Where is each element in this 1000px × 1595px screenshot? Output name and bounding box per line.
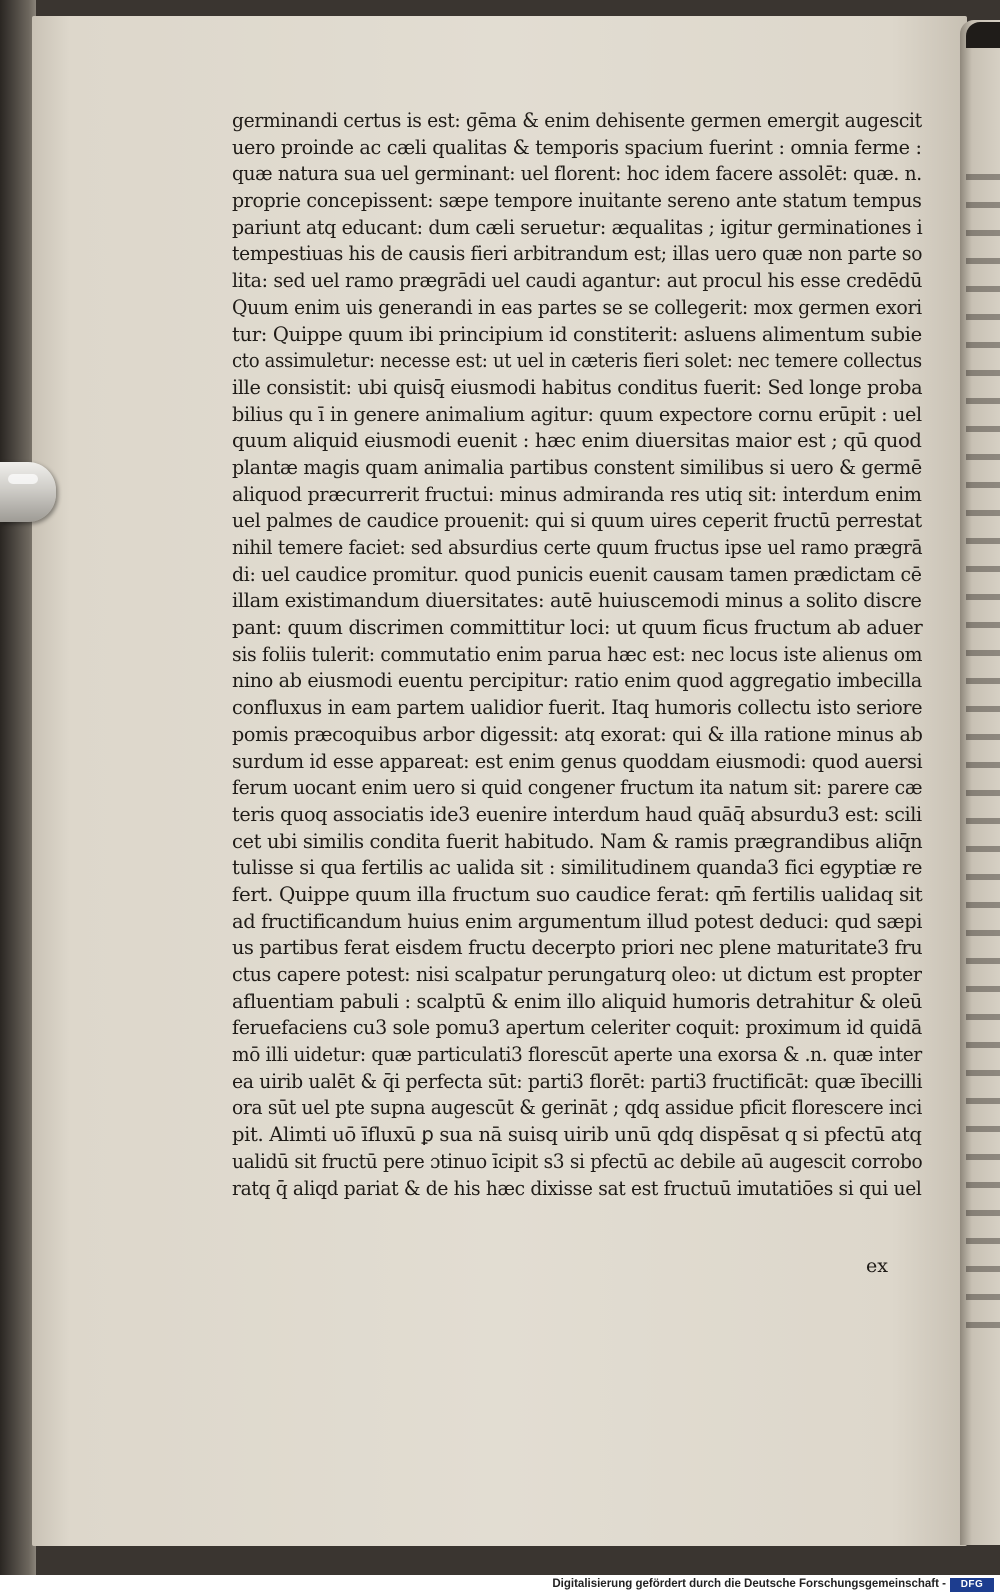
text-line: sis foliis tulerit: commutatio enim parua hæc est: nec locus iste alienus om bbox=[232, 642, 923, 666]
text-line: pant: quum discrimen committitur loci: ut quum ficus fructum ab aduer bbox=[232, 616, 923, 640]
text-line: tur: Quippe quum ibi principium id constiterit: asluens alimentum subie bbox=[232, 322, 922, 346]
text-line: nihil temere faciet: sed absurdius certe quum fructus ipse uel ramo prægrā bbox=[232, 536, 923, 559]
text-line: pariunt atq educant: dum cæli seruetur: æqualitas ; igitur germinationes i bbox=[232, 215, 923, 239]
facing-page-shadow bbox=[966, 22, 1000, 48]
text-line: bilius qu ī in genere animalium agitur: quum expectore cornu erūpit : uel bbox=[232, 402, 922, 426]
text-line: aliquod præcurrerit fructui: minus admiranda res utiq sit: interdum enim bbox=[232, 482, 922, 506]
text-line: ctus capere potest: nisi scalpatur perungaturq oleo: ut dictum est propter bbox=[232, 963, 922, 986]
text-line: ualidū sit fructū pere ɔtinuo īcipit s3 si pfectū ac debile aū augescit corrobo bbox=[232, 1149, 923, 1173]
text-line: di: uel caudice promitur. quod punicis euenit causam tamen prædictam cē bbox=[232, 562, 922, 586]
text-line: germinandi certus is est: gēma & enim dehisente germen emergit augescit bbox=[232, 109, 922, 132]
text-line: ora sūt uel pte supna augescūt & gerināt ; qdq assidue pficit florescere inci bbox=[232, 1096, 922, 1120]
text-line: quum aliquid eiusmodi euenit : hæc enim diuersitas maior est ; qū quod bbox=[232, 429, 922, 453]
funding-credit: Digitalisierung gefördert durch die Deutsche Forschungsgemeinschaft - bbox=[552, 1578, 946, 1590]
catchword: ex bbox=[866, 1255, 888, 1277]
page-clip bbox=[0, 462, 56, 522]
text-line: fert. Quippe quum illa fructum suo caudice ferat: qm̄ fertilis ualidaq sit bbox=[232, 882, 923, 906]
text-line: pit. Alimti uō īfluxū ꝑ sua nā suisq uirib unū qdq dispēsat q si pfectū atq bbox=[232, 1123, 922, 1147]
text-line: illam existimandum diuersitates: autē huiuscemodi minus a solito discre bbox=[232, 589, 922, 613]
text-line: ille consistit: ubi quisq̄ eiusmodi habitus conditus fuerit: Sed longe proba bbox=[232, 375, 923, 399]
text-line: lita: sed uel ramo prægrādi uel caudi agantur: aut procul his esse credēdū bbox=[232, 269, 923, 293]
text-line: mō illi uidetur: quæ particulati3 florescūt aperte una exorsa & .n. quæ inter bbox=[232, 1043, 922, 1067]
text-line: proprie concepissent: sæpe tempore inuitante sereno ante statum tempus bbox=[232, 189, 922, 213]
text-line: ea uirib ualēt & q̄i perfecta sūt: parti3 florēt: parti3 fructificāt: quæ ībecilli bbox=[232, 1069, 923, 1093]
text-line: tempestiuas his de causis fieri arbitrandum est; illas uero quæ non parte so bbox=[232, 242, 923, 266]
facing-page-edge bbox=[960, 20, 1000, 1545]
digitization-footer bbox=[0, 1575, 1000, 1595]
book-binding-edge bbox=[0, 0, 36, 1575]
text-line: afluentiam pabuli : scalptū & enim illo aliquid humoris detrahitur & oleū bbox=[232, 989, 923, 1013]
text-line: us partibus ferat eisdem fructu decerpto priori nec plene maturitate3 fru bbox=[232, 936, 923, 960]
text-line: plantæ magis quam animalia partibus constent similibus si uero & germē bbox=[232, 455, 922, 479]
text-line: ratq q̄ aliqd pariat & de his hæc dixisse sat est fructuū imutatiōes si qui uel bbox=[232, 1176, 922, 1200]
body-text bbox=[232, 108, 922, 1202]
text-line: teris quoq associatis ide3 euenire interdum haud quāq̄ absurdu3 est: scili bbox=[232, 802, 922, 826]
text-line: feruefaciens cu3 sole pomu3 apertum celeriter coquit: proximum id quidā bbox=[232, 1016, 922, 1040]
text-line: surdum id esse appareat: est enim genus quoddam eiusmodi: quod auersi bbox=[232, 749, 923, 773]
text-line: confluxus in eam partem ualidior fuerit. Itaq humoris collectu isto seriore bbox=[232, 696, 923, 720]
dfg-logo: DFG bbox=[950, 1578, 994, 1592]
text-line: uero proinde ac cæli qualitas & temporis spacium fuerint : omnia ferme : bbox=[232, 135, 922, 159]
text-line: tulisse si qua fertilis ac ualida sit : similitudinem quanda3 fici egyptiæ re bbox=[232, 856, 923, 880]
text-line: Quum enim uis generandi in eas partes se se collegerit: mox germen exori bbox=[232, 295, 922, 319]
facing-page-text-fragment bbox=[966, 160, 1000, 1340]
text-line: pomis præcoquibus arbor digessit: atq exorat: qui & illa ratione minus ab bbox=[232, 722, 923, 746]
text-line: quæ natura sua uel germinant: uel florent: hoc idem facere assolēt: quæ. n. bbox=[232, 162, 922, 186]
text-line: cet ubi similis condita fuerit habitudo. Nam & ramis prægrandibus aliq̄n bbox=[232, 829, 923, 853]
text-line: uel palmes de caudice prouenit: qui si quum uires ceperit fructū perrestat bbox=[232, 509, 922, 533]
text-line: nino ab eiusmodi euentu percipitur: ratio enim quod aggregatio imbecilla bbox=[232, 669, 922, 693]
text-line: cto assimuletur: necesse est: ut uel in cæteris fieri solet: nec temere collectus bbox=[232, 349, 922, 373]
text-line: ad fructificandum huius enim argumentum illud potest deduci: qud sæpi bbox=[232, 909, 923, 933]
text-line: ferum uocant enim uero si quid congener fructum ita natum sit: parere cæ bbox=[232, 776, 923, 800]
